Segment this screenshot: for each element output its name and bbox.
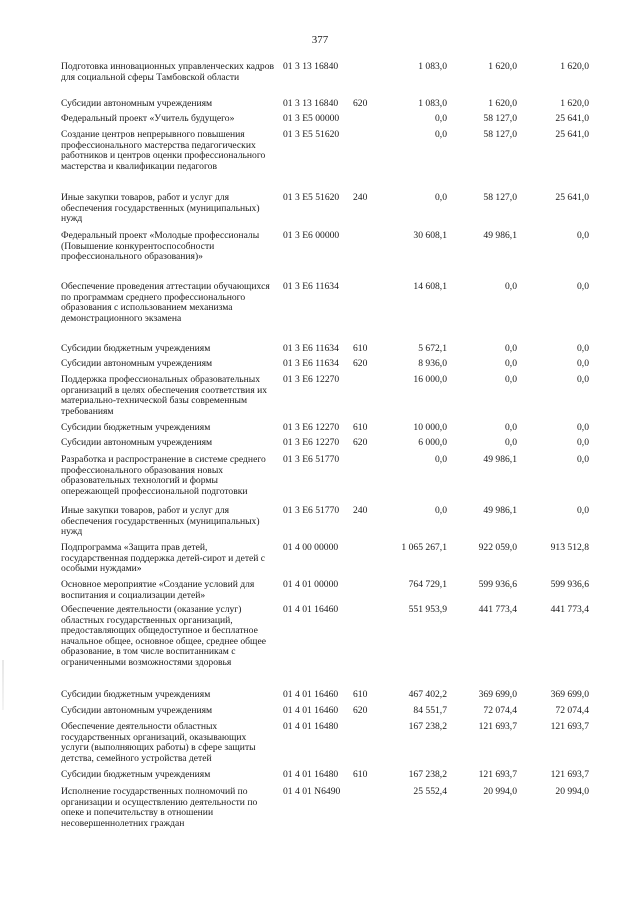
row-value-2022: 1 620,0 bbox=[560, 98, 589, 109]
row-value-2021: 72 074,4 bbox=[483, 705, 517, 716]
row-name: Федеральный проект «Учитель будущего» bbox=[61, 113, 235, 124]
row-code: 01 3 E6 11634 bbox=[283, 281, 339, 292]
row-value-2022: 0,0 bbox=[577, 505, 589, 516]
row-value-2022: 0,0 bbox=[577, 374, 589, 385]
row-value-2021: 599 936,6 bbox=[478, 579, 517, 590]
row-value-2022: 1 620,0 bbox=[560, 61, 589, 72]
row-value-2021: 121 693,7 bbox=[478, 721, 517, 732]
row-value-2020: 1 065 267,1 bbox=[401, 542, 447, 553]
row-code: 01 3 E5 00000 bbox=[283, 113, 340, 124]
row-code: 01 4 01 16460 bbox=[283, 705, 339, 716]
row-value-2021: 49 986,1 bbox=[483, 454, 517, 465]
row-value-2022: 599 936,6 bbox=[550, 579, 589, 590]
row-value-2021: 0,0 bbox=[505, 437, 517, 448]
row-value-2020: 0,0 bbox=[435, 113, 447, 124]
row-value-2021: 1 620,0 bbox=[488, 98, 517, 109]
row-value-2021: 0,0 bbox=[505, 374, 517, 385]
row-code: 01 4 00 00000 bbox=[283, 542, 339, 553]
row-value-2021: 58 127,0 bbox=[483, 192, 517, 203]
row-value-2022: 0,0 bbox=[577, 281, 589, 292]
row-code: 01 4 01 16480 bbox=[283, 721, 339, 732]
row-value-2020: 764 729,1 bbox=[408, 579, 447, 590]
row-expense-type: 240 bbox=[353, 192, 368, 203]
row-name: Субсидии автономным учреждениям bbox=[61, 437, 213, 448]
row-value-2022: 121 693,7 bbox=[550, 769, 589, 780]
row-code: 01 3 E6 12270 bbox=[283, 422, 340, 433]
row-value-2022: 20 994,0 bbox=[555, 786, 589, 797]
row-code: 01 3 E6 12270 bbox=[283, 374, 340, 385]
row-value-2021: 0,0 bbox=[505, 422, 517, 433]
row-value-2020: 1 083,0 bbox=[418, 98, 447, 109]
row-value-2021: 58 127,0 bbox=[483, 113, 517, 124]
row-value-2021: 49 986,1 bbox=[483, 505, 517, 516]
row-expense-type: 620 bbox=[353, 705, 368, 716]
row-value-2021: 0,0 bbox=[505, 343, 517, 354]
row-name: Подготовка инновационных управленческих кадров для социальной сферы Тамбовской области bbox=[61, 61, 275, 83]
row-value-2020: 0,0 bbox=[435, 192, 447, 203]
row-expense-type: 610 bbox=[353, 343, 368, 354]
row-name: Иные закупки товаров, работ и услуг для обеспечения государственных (муниципальных) нужд bbox=[61, 505, 260, 538]
row-name: Разработка и распространение в системе среднего профессионального образования новых образовательных технологий и формы опережающей профессиональной подготовки bbox=[61, 454, 266, 497]
row-value-2020: 0,0 bbox=[435, 505, 447, 516]
page-number: 377 bbox=[311, 34, 329, 46]
row-code: 01 3 13 16840 bbox=[283, 98, 339, 109]
row-value-2020: 16 000,0 bbox=[413, 374, 447, 385]
row-code: 01 3 E6 12270 bbox=[283, 437, 340, 448]
row-value-2020: 1 083,0 bbox=[418, 61, 447, 72]
row-value-2022: 25 641,0 bbox=[555, 129, 589, 140]
row-name: Обеспечение проведения аттестации обучающихся по программам среднего профессионального образования с использованием механизма демонстрационного экзамена bbox=[61, 281, 270, 324]
row-code: 01 3 E5 51620 bbox=[283, 129, 340, 140]
row-value-2020: 0,0 bbox=[435, 454, 447, 465]
row-name: Исполнение государственных полномочий по организации и осуществлению деятельности по опеке и попечительству в отношении несовершеннолетних граждан bbox=[61, 786, 258, 829]
row-value-2021: 0,0 bbox=[505, 358, 517, 369]
scan-margin-mark bbox=[2, 660, 4, 710]
row-name: Обеспечение деятельности областных государственных организаций, оказывающих услуги (выполняющих работы) в сфере защиты детства, семейного устройства детей bbox=[61, 721, 256, 764]
row-code: 01 4 01 N6490 bbox=[283, 786, 341, 797]
row-value-2020: 30 608,1 bbox=[413, 230, 447, 241]
row-expense-type: 610 bbox=[353, 769, 368, 780]
row-code: 01 3 E6 00000 bbox=[283, 230, 340, 241]
row-value-2021: 369 699,0 bbox=[478, 689, 517, 700]
row-value-2020: 5 672,1 bbox=[418, 343, 447, 354]
row-name: Иные закупки товаров, работ и услуг для обеспечения государственных (муниципальных) нужд bbox=[61, 192, 260, 225]
row-expense-type: 620 bbox=[353, 358, 368, 369]
row-name: Субсидии автономным учреждениям bbox=[61, 358, 213, 369]
row-value-2022: 25 641,0 bbox=[555, 192, 589, 203]
row-expense-type: 610 bbox=[353, 689, 368, 700]
row-value-2021: 922 059,0 bbox=[478, 542, 517, 553]
row-code: 01 4 01 16460 bbox=[283, 689, 339, 700]
row-value-2021: 1 620,0 bbox=[488, 61, 517, 72]
row-value-2020: 167 238,2 bbox=[408, 721, 447, 732]
row-name: Поддержка профессиональных образовательных организаций в целях обеспечения соответствия их материально-технической базы современным требованиям bbox=[61, 374, 268, 417]
row-value-2020: 84 551,7 bbox=[413, 705, 447, 716]
row-value-2020: 8 936,0 bbox=[418, 358, 447, 369]
row-value-2020: 6 000,0 bbox=[418, 437, 447, 448]
row-code: 01 3 E6 11634 bbox=[283, 343, 339, 354]
row-value-2022: 72 074,4 bbox=[555, 705, 589, 716]
row-value-2022: 913 512,8 bbox=[550, 542, 589, 553]
row-value-2021: 121 693,7 bbox=[478, 769, 517, 780]
row-name: Субсидии бюджетным учреждениям bbox=[61, 422, 211, 433]
row-name: Субсидии бюджетным учреждениям bbox=[61, 769, 211, 780]
row-code: 01 3 E6 11634 bbox=[283, 358, 339, 369]
row-code: 01 3 E6 51770 bbox=[283, 454, 340, 465]
row-expense-type: 240 bbox=[353, 505, 368, 516]
row-expense-type: 620 bbox=[353, 437, 368, 448]
row-name: Подпрограмма «Защита прав детей, государственная поддержка детей-сирот и детей с особыми нуждами» bbox=[61, 542, 266, 575]
row-value-2020: 551 953,9 bbox=[408, 604, 447, 615]
row-name: Субсидии бюджетным учреждениям bbox=[61, 689, 211, 700]
row-value-2020: 0,0 bbox=[435, 129, 447, 140]
row-name: Создание центров непрерывного повышения профессионального мастерства педагогических работников и центров оценки профессионального мастерства и квалификации педагогов bbox=[61, 129, 266, 172]
row-code: 01 4 01 00000 bbox=[283, 579, 339, 590]
row-value-2022: 121 693,7 bbox=[550, 721, 589, 732]
row-name: Субсидии автономным учреждениям bbox=[61, 98, 213, 109]
row-value-2021: 0,0 bbox=[505, 281, 517, 292]
row-expense-type: 610 bbox=[353, 422, 368, 433]
row-value-2021: 58 127,0 bbox=[483, 129, 517, 140]
row-code: 01 4 01 16460 bbox=[283, 604, 339, 615]
row-value-2020: 14 608,1 bbox=[413, 281, 447, 292]
row-name: Обеспечение деятельности (оказание услуг) областных государственных организаций, предоставляющих общедоступное и бесплатное начальное общее, основное общее, среднее общее образование, в том числе воспитанникам с ограниченными возможностями здоровья bbox=[61, 604, 266, 668]
row-code: 01 3 13 16840 bbox=[283, 61, 339, 72]
row-value-2020: 167 238,2 bbox=[408, 769, 447, 780]
row-value-2022: 369 699,0 bbox=[550, 689, 589, 700]
row-value-2022: 0,0 bbox=[577, 343, 589, 354]
row-value-2022: 0,0 bbox=[577, 422, 589, 433]
row-value-2022: 0,0 bbox=[577, 437, 589, 448]
row-value-2020: 10 000,0 bbox=[413, 422, 447, 433]
row-value-2022: 0,0 bbox=[577, 358, 589, 369]
row-value-2020: 467 402,2 bbox=[408, 689, 447, 700]
row-expense-type: 620 bbox=[353, 98, 368, 109]
row-name: Основное мероприятие «Создание условий для воспитания и социализации детей» bbox=[61, 579, 255, 601]
row-value-2021: 49 986,1 bbox=[483, 230, 517, 241]
row-name: Федеральный проект «Молодые профессионалы (Повышение конкурентоспособности профессионального образования)» bbox=[61, 230, 260, 263]
row-name: Субсидии автономным учреждениям bbox=[61, 705, 213, 716]
row-value-2020: 25 552,4 bbox=[413, 786, 447, 797]
row-name: Субсидии бюджетным учреждениям bbox=[61, 343, 211, 354]
row-value-2022: 0,0 bbox=[577, 230, 589, 241]
row-code: 01 4 01 16480 bbox=[283, 769, 339, 780]
row-value-2021: 20 994,0 bbox=[483, 786, 517, 797]
row-value-2021: 441 773,4 bbox=[478, 604, 517, 615]
row-value-2022: 441 773,4 bbox=[550, 604, 589, 615]
row-code: 01 3 E5 51620 bbox=[283, 192, 340, 203]
row-value-2022: 25 641,0 bbox=[555, 113, 589, 124]
row-value-2022: 0,0 bbox=[577, 454, 589, 465]
row-code: 01 3 E6 51770 bbox=[283, 505, 340, 516]
